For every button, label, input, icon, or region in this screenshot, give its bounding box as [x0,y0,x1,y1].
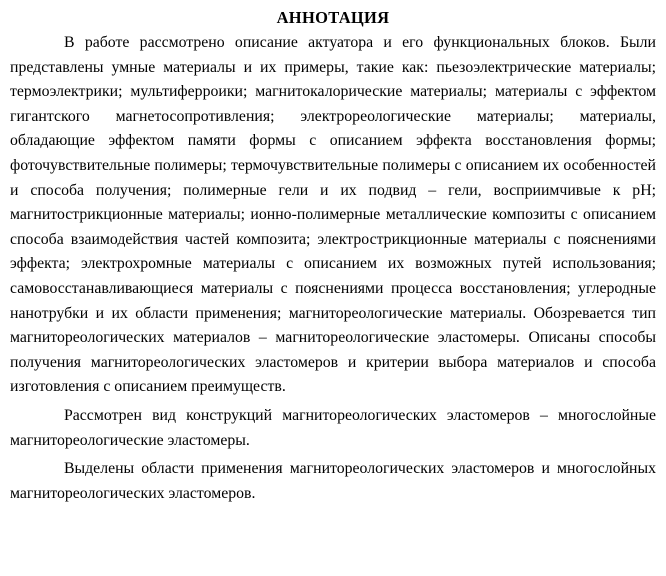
paragraph-2: Рассмотрен вид конструкций магнитореологических эластомеров – многослойные магнитореологические эластомеры. [10,406,656,449]
document-page [10,6,656,510]
paragraph-3: Выделены области применения магнитореологических эластомеров и многослойных магнитореологических эластомеров. [10,460,656,502]
paragraph-1: В работе рассмотрено описание актуатора и его функциональных блоков. Были представлены умные материалы и их примеры, такие как: пьезоэлектрические материалы; термоэлектрики; мультиферроики; магнитокалорические материалы; материалы с эффектом гигантского магнетосопротивления; электрореологические материалы; материалы, обладающие эффектом памяти формы с описанием эффекта восстановления формы; фоточувствительные полимеры; термочувствительные полимеры с описанием их особенностей и способа получения; полимерные гели и их подвид – гели, восприимчивые к pH; магнитострикционные материалы; ионно-полимерные металлические композиты с описанием способа взаимодействия частей композита; электрострикционные материалы с пояснениями эффекта; электрохромные материалы с описанием их возможных путей использования; самовосстанавливающиеся материалы с пояснениями процесса восстановления; углеродные нанотрубки и их области применения; магнитореологические материалы. Обозревается тип магнитореологических материалов – магнитореологические эластомеры. Описаны способы получения магнитореологических эластомеров и критерии выбора материалов и способа изготовления с описанием преимуществ. [10,34,656,396]
document-title: АННОТАЦИЯ [276,8,390,27]
